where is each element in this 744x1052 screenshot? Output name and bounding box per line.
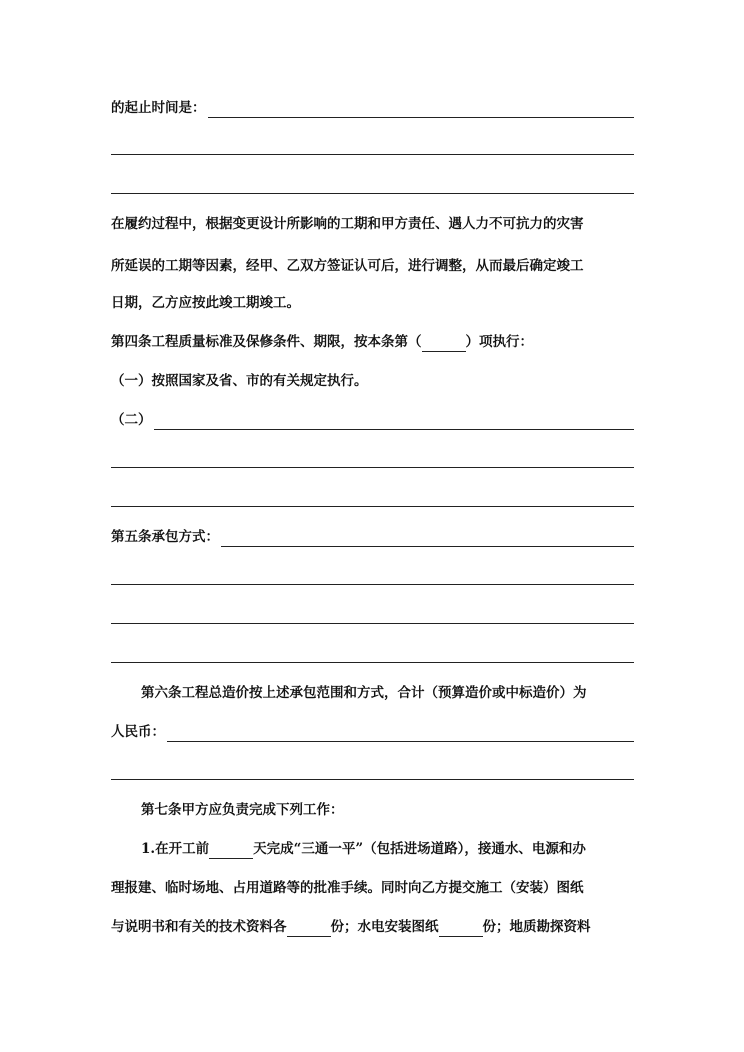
article-4-text: 第四条工程质量标准及保修条件、期限，按本条第（ (111, 334, 422, 350)
blank-rule[interactable] (111, 506, 634, 507)
article-5-line (111, 527, 634, 547)
article-5-blank[interactable] (221, 530, 634, 547)
blank-rule[interactable] (111, 193, 634, 194)
blank-rule[interactable] (111, 623, 634, 624)
item-2-line (111, 410, 634, 430)
work-3-text-end: 份；地质勘探资料 (482, 919, 591, 935)
article-4-text-end: ）项执行： (465, 334, 533, 350)
rmb-line (111, 722, 634, 742)
copies-blank[interactable] (439, 920, 483, 937)
item-2-blank[interactable] (154, 413, 635, 430)
article-5-label: 第五条承包方式： (111, 529, 219, 545)
rmb-label: 人民币： (111, 724, 165, 740)
paragraph-line: 所延误的工期等因素，经甲、乙双方签证认可后，进行调整，从而最后确定竣工 (111, 258, 584, 274)
work-2-line: 理报建、临时场地、占用道路等的批准手续。同时向乙方提交施工（安装）图纸 (111, 880, 584, 896)
days-blank[interactable] (209, 842, 253, 859)
start-end-time-label: 的起止时间是： (111, 100, 206, 116)
work-1-text: 1.在开工前 (141, 841, 210, 857)
start-end-time-line (111, 98, 634, 118)
start-end-time-blank[interactable] (208, 101, 635, 118)
work-3-text-mid: 份；水电安装图纸 (330, 919, 439, 935)
work-3-text: 与说明书和有关的技术资料各 (111, 919, 287, 935)
paragraph-line: 日期，乙方应按此竣工期竣工。 (111, 295, 300, 311)
blank-rule[interactable] (111, 779, 634, 780)
blank-rule[interactable] (111, 467, 634, 468)
work-3-line (111, 917, 634, 937)
article-6-line: 第六条工程总造价按上述承包范围和方式，合计（预算造价或中标造价）为 (141, 685, 587, 701)
paragraph-line: 在履约过程中，根据变更设计所影响的工期和甲方责任、遇人力不可抗力的灾害 (111, 216, 584, 232)
copies-blank[interactable] (287, 920, 331, 937)
article-7-line: 第七条甲方应负责完成下列工作： (141, 802, 344, 818)
blank-rule[interactable] (111, 584, 634, 585)
article-4-blank[interactable] (422, 335, 466, 352)
blank-rule[interactable] (111, 154, 634, 155)
item-2-label: （二） (111, 412, 152, 428)
work-1-line (141, 839, 634, 859)
article-4-line (111, 332, 634, 352)
work-1-text-end: 天完成“三通一平”（包括进场道路），接通水、电源和办 (253, 841, 586, 857)
item-1: （一）按照国家及省、市的有关规定执行。 (111, 373, 368, 389)
blank-rule[interactable] (111, 662, 634, 663)
rmb-blank[interactable] (167, 725, 634, 742)
